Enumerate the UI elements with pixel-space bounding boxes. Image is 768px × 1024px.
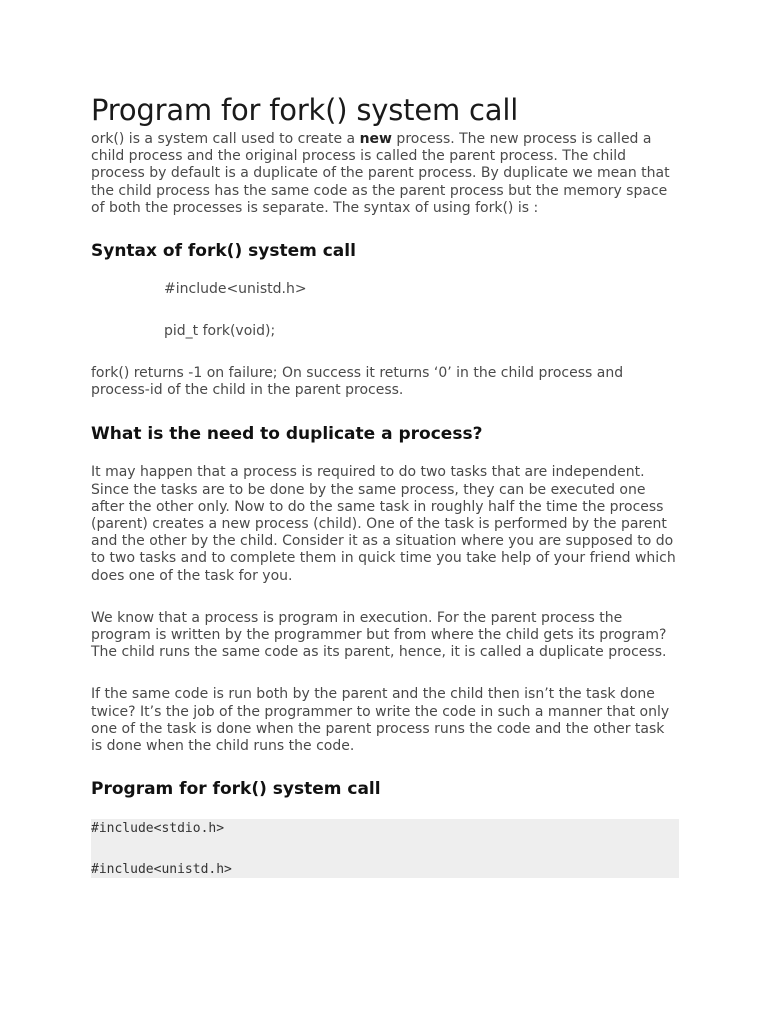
program-heading: Program for fork() system call: [91, 779, 381, 800]
need-paragraph-1: It may happen that a process is required to do two tasks that are independent. Since the tasks are to be done by the same process, they can be executed one after the other only. Now to do the same task in roughly half the time the process (parent) creates a new process (child). One of the task is performed by the parent and the other by the child. Consider it as a situation where you are supposed to do to two tasks and to complete them in quick time you take help of your friend which does one of the task for you.: [91, 464, 676, 584]
syntax-heading: Syntax of fork() system call: [91, 241, 356, 262]
returns-paragraph: fork() returns -1 on failure; On success it returns ‘0’ in the child process and process-id of the child in the parent process.: [91, 365, 624, 399]
need-heading: What is the need to duplicate a process?: [91, 424, 483, 445]
program-code-block: [91, 819, 679, 878]
intro-paragraph: [91, 131, 679, 217]
intro-bold-word: new: [359, 131, 392, 147]
program-code-line-2: #include<unistd.h>: [91, 862, 232, 878]
intro-text-end: process. The new process is called a child process and the original process is called the parent process. The child process by default is a duplicate of the parent process. By duplicate we mean that the child process has the same code as the parent process but the memory space of both the processes is separate. The syntax of using fork() is :: [91, 131, 670, 216]
intro-text-start: ork() is a system call used to create a: [91, 131, 360, 147]
document-page: [91, 92, 679, 878]
program-code-line-1: #include<stdio.h>: [91, 821, 225, 837]
syntax-code-include: #include<unistd.h>: [164, 281, 307, 298]
need-paragraph-2: We know that a process is program in execution. For the parent process the program is written by the programmer but from where the child gets its program? The child runs the same code as its parent, hence, it is called a duplicate process.: [91, 609, 667, 661]
page-title: Program for fork() system call: [91, 93, 519, 127]
need-paragraph-3: If the same code is run both by the parent and the child then isn’t the task done twice? It’s the job of the programmer to write the code in such a manner that only one of the task is done when the parent process runs the code and the other task is done when the child runs the code.: [91, 686, 670, 755]
syntax-code-signature: pid_t fork(void);: [164, 323, 276, 340]
